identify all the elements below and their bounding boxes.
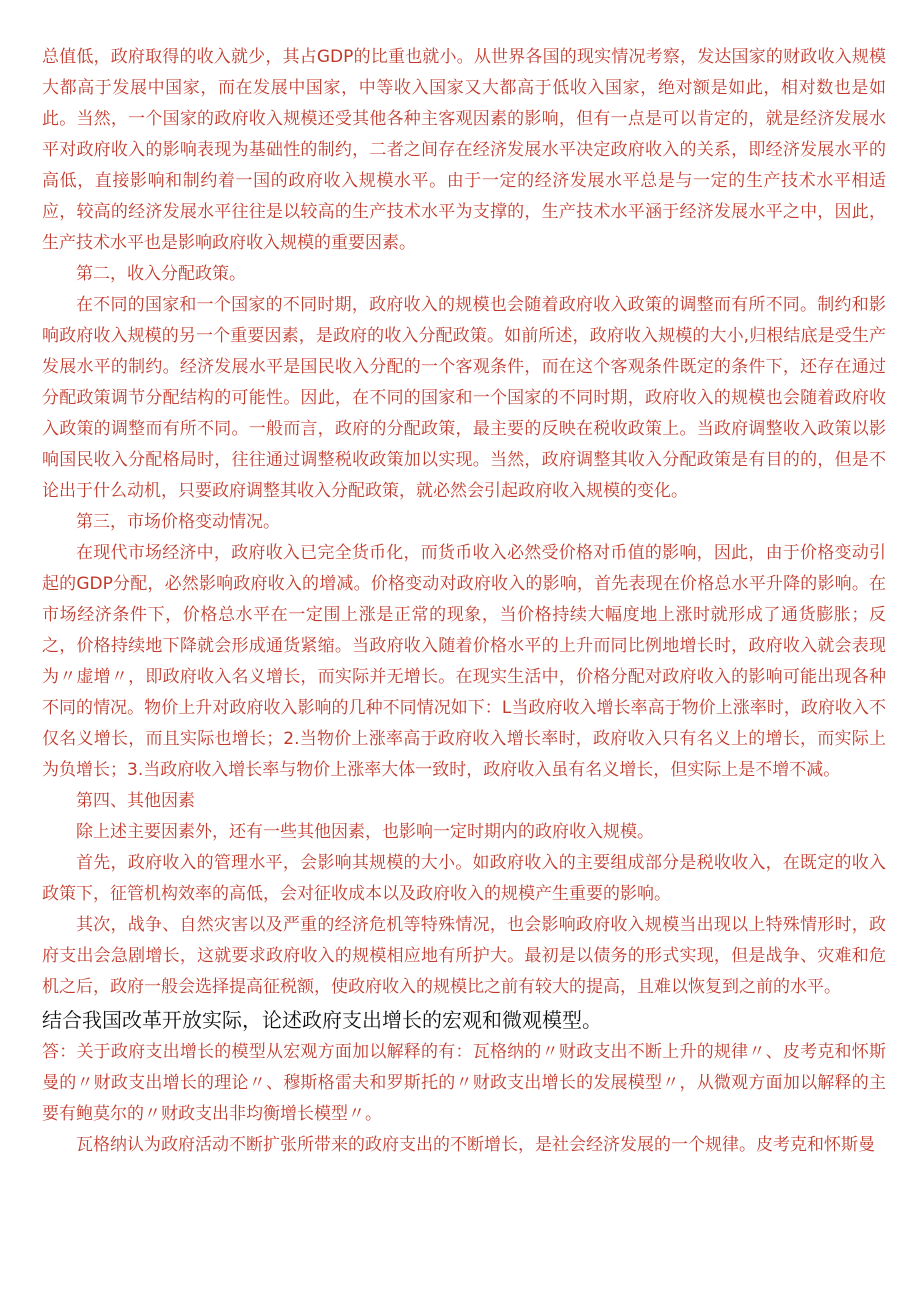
paragraph-special-circumstances: 其次，战争、自然灾害以及严重的经济危机等特殊情况，也会影响政府收入规模当出现以上特殊情形时，政府支出会急剧增长，这就要求政府收入的规模相应地有所护大。最初是以债务的形式实现，但是战争、灾难和危机之后，政府一般会选择提高征税额，使政府收入的规模比之前有较大的提高，且难以恢复到之前的水平。: [42, 915, 886, 997]
answer-paragraph-intro: 答：关于政府支出增长的模型从宏观方面加以解释的有：瓦格纳的〃财政支出不断上升的规律〃、皮考克和怀斯曼的〃财政支出增长的理论〃、穆斯格雷夫和罗斯托的〃财政支出增长的发展模型〃，从微观方面加以解释的主要有鲍莫尔的〃财政支出非均衡增长模型〃。: [42, 1042, 886, 1124]
paragraph-management-level: 首先，政府收入的管理水平，会影响其规模的大小。如政府收入的主要组成部分是税收收入，在既定的收入政策下，征管机构效率的高低，会对征收成本以及政府收入的规模产生重要的影响。: [42, 853, 886, 904]
paragraph-price-changes: 在现代市场经济中，政府收入已完全货币化，而货币收入必然受价格对币值的影响，因此，由于价格变动引起的GDP分配，必然影响政府收入的增减。价格变动对政府收入的影响，首先表现在价格总水平升降的影响。在市场经济条件下，价格总水平在一定围上涨是正常的现象，当价格持续大幅度地上涨时就形成了通货膨胀；反之，价格持续地下降就会形成通货紧缩。当政府收入随着价格水平的上升而同比例地增长时，政府收入就会表现为〃虚增〃，即政府收入名义增长，而实际并无增长。在现实生活中，价格分配对政府收入的影响可能出现各种不同的情况。物价上升对政府收入影响的几种不同情况如下：L当政府收入增长率高于物价上涨率时，政府收入不仅名义增长，而且实际也增长；2.当物价上涨率高于政府收入增长率时，政府收入只有名义上的增长，而实际上为负增长；3.当政府收入增长率与物价上涨率大体一致时，政府收入虽有名义增长，但实际上是不增不减。: [42, 543, 886, 780]
document-page: [42, 42, 886, 1161]
question-heading: 结合我国改革开放实际，论述政府支出增长的宏观和微观模型。: [42, 1008, 602, 1032]
section-heading-fourth: 第四、其他因素: [76, 791, 195, 811]
section-heading-second: 第二，收入分配政策。: [76, 264, 246, 284]
paragraph-economic-level: 总值低，政府取得的收入就少，其占GDP的比重也就小。从世界各国的现实情况考察，发达国家的财政收入规模大都高于发展中国家，而在发展中国家，中等收入国家又大都高于低收入国家，绝对额是如此，相对数也是如此。当然，一个国家的政府收入规模还受其他各种主客观因素的影响，但有一点是可以肯定的，就是经济发展水平对政府收入的影响表现为基础性的制约，二者之间存在经济发展水平决定政府收入的关系，即经济发展水平的高低，直接影响和制约着一国的政府收入规模水平。由于一定的经济发展水平总是与一定的生产技术水平相适应，较高的经济发展水平往往是以较高的生产技术水平为支撑的，生产技术水平涵于经济发展水平之中，因此，生产技术水平也是影响政府收入规模的重要因素。: [42, 47, 886, 253]
paragraph-distribution-policy: 在不同的国家和一个国家的不同时期，政府收入的规模也会随着政府收入政策的调整而有所不同。制约和影响政府收入规模的另一个重要因素，是政府的收入分配政策。如前所述，政府收入规模的大小,归根结底是受生产发展水平的制约。经济发展水平是国民收入分配的一个客观条件，而在这个客观条件既定的条件下，还存在通过分配政策调节分配结构的可能性。因此，在不同的国家和一个国家的不同时期，政府收入的规模也会随着政府收入政策的调整而有所不同。一般而言，政府的分配政策，最主要的反映在税收政策上。当政府调整收入政策以影响国民收入分配格局时，往往通过调整税收政策加以实现。当然，政府调整其收入分配政策是有目的的，但是不论出于什么动机，只要政府调整其收入分配政策，就必然会引起政府收入规模的变化。: [42, 295, 886, 501]
paragraph-other-factors: 除上述主要因素外，还有一些其他因素，也影响一定时期内的政府收入规模。: [76, 822, 654, 842]
section-heading-third: 第三，市场价格变动情况。: [76, 512, 280, 532]
answer-paragraph-wagner: 瓦格纳认为政府活动不断扩张所带来的政府支出的不断增长，是社会经济发展的一个规律。皮考克和怀斯曼: [76, 1135, 875, 1155]
